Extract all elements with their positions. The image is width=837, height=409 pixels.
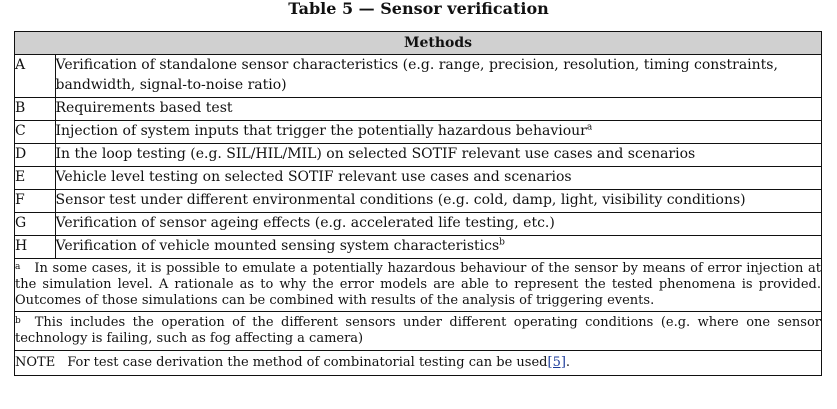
table-row: [15, 213, 822, 236]
reference-link[interactable]: [5]: [547, 355, 566, 370]
footnote-b-text: This includes the operation of the different sensors under different operating conditions (e.g. where one sensor technology is failing, such as fog affecting a camera): [15, 315, 821, 346]
method-description: Vehicle level testing on selected SOTIF relevant use cases and scenarios: [55, 167, 822, 190]
method-id: G: [15, 213, 56, 236]
note-text: For test case derivation the method of combinatorial testing can be used: [67, 355, 548, 370]
footnote-b: [15, 312, 822, 351]
table-row: [15, 190, 822, 213]
footnote-marker-b: b: [499, 237, 505, 248]
method-description: Requirements based test: [55, 98, 822, 121]
footnote-marker-a: a: [586, 122, 593, 133]
methods-column-header: Methods: [55, 32, 822, 55]
table-row: [15, 55, 822, 98]
method-id: D: [15, 144, 56, 167]
method-description: In the loop testing (e.g. SIL/HIL/MIL) on selected SOTIF relevant use cases and scenarios: [55, 144, 822, 167]
table-row: [15, 167, 822, 190]
method-id: F: [15, 190, 56, 213]
method-id: B: [15, 98, 56, 121]
footnote-row-b: [15, 312, 822, 351]
note-end: .: [565, 355, 571, 370]
method-description: Sensor test under different environmental conditions (e.g. cold, damp, light, visibility conditions): [55, 190, 822, 213]
footnote-b-tag: b: [15, 316, 21, 326]
footnote-a-text: In some cases, it is possible to emulate a potentially hazardous behaviour of the sensor by means of error injection at the simulation level. A rationale as to why the error models are able to represent the tested phenomena is provided. Outcomes of those simulations can be combined with results of the analysis of triggering events.: [15, 261, 821, 308]
table-row: [15, 144, 822, 167]
table-row: [15, 236, 822, 259]
footnote-a-tag: a: [15, 262, 21, 272]
method-description: Verification of standalone sensor characteristics (e.g. range, precision, resolution, timing constraints, bandwidth, signal-to-noise ratio): [55, 55, 822, 98]
method-id: H: [15, 236, 56, 259]
method-description: Verification of sensor ageing effects (e.g. accelerated life testing, etc.): [55, 213, 822, 236]
method-description: Verification of vehicle mounted sensing system characteristics$^b$: [55, 236, 822, 259]
table-row: [15, 121, 822, 144]
note-row: [15, 351, 822, 376]
sensor-verification-table: [14, 31, 822, 376]
footnote-row-a: [15, 259, 822, 312]
method-id: A: [15, 55, 56, 98]
table-caption: Table 5 — Sensor verification: [288, 0, 549, 18]
footnote-a: [15, 259, 822, 312]
note-label: NOTE: [15, 355, 56, 370]
note: [15, 351, 822, 376]
method-id: C: [15, 121, 56, 144]
method-description: Injection of system inputs that trigger the potentially hazardous behaviour$^a$: [55, 121, 822, 144]
table-row: [15, 98, 822, 121]
method-id: E: [15, 167, 56, 190]
